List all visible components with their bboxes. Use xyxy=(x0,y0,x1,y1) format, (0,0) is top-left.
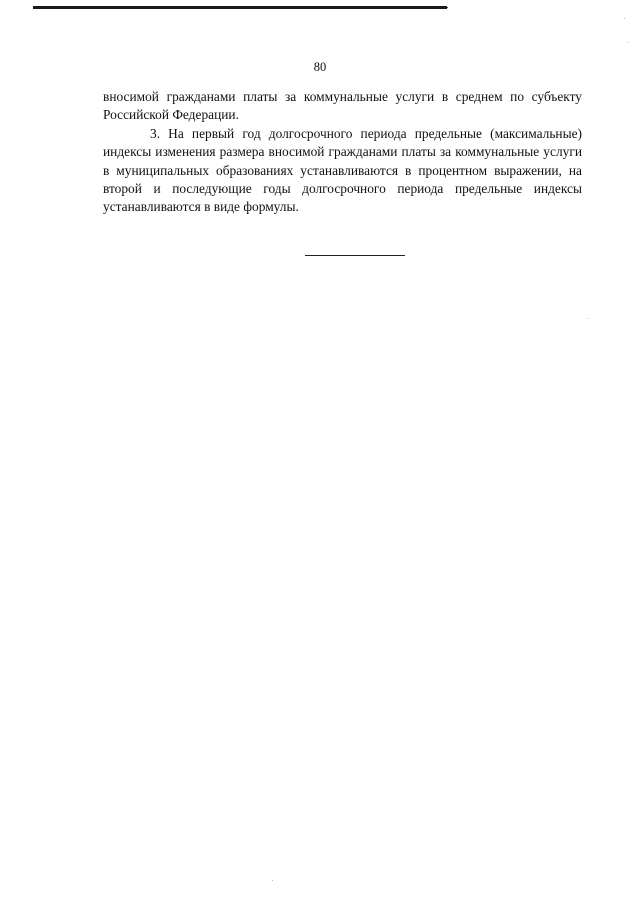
end-of-text-rule xyxy=(305,255,405,256)
scan-speck xyxy=(588,318,589,319)
header-rule xyxy=(33,6,447,9)
document-body xyxy=(103,88,582,217)
scan-speck xyxy=(272,880,273,881)
scan-speck xyxy=(624,18,625,19)
header-rule-tail xyxy=(447,7,448,8)
scan-speck xyxy=(628,42,629,43)
page-number: 80 xyxy=(313,60,327,74)
paragraph-item-3: 3. На первый год долгосрочного периода предельные (максимальные) индексы изменения размера вносимой гражданами платы за коммунальные услуги в муниципальных образованиях устанавливаются в процентном выражении, на второй и последующие годы долгосрочного периода предельные индексы устанавливаются в виде формулы. xyxy=(103,125,582,215)
paragraph-continuation: вносимой гражданами платы за коммунальные услуги в среднем по субъекту Российской Федерации. xyxy=(103,89,582,123)
